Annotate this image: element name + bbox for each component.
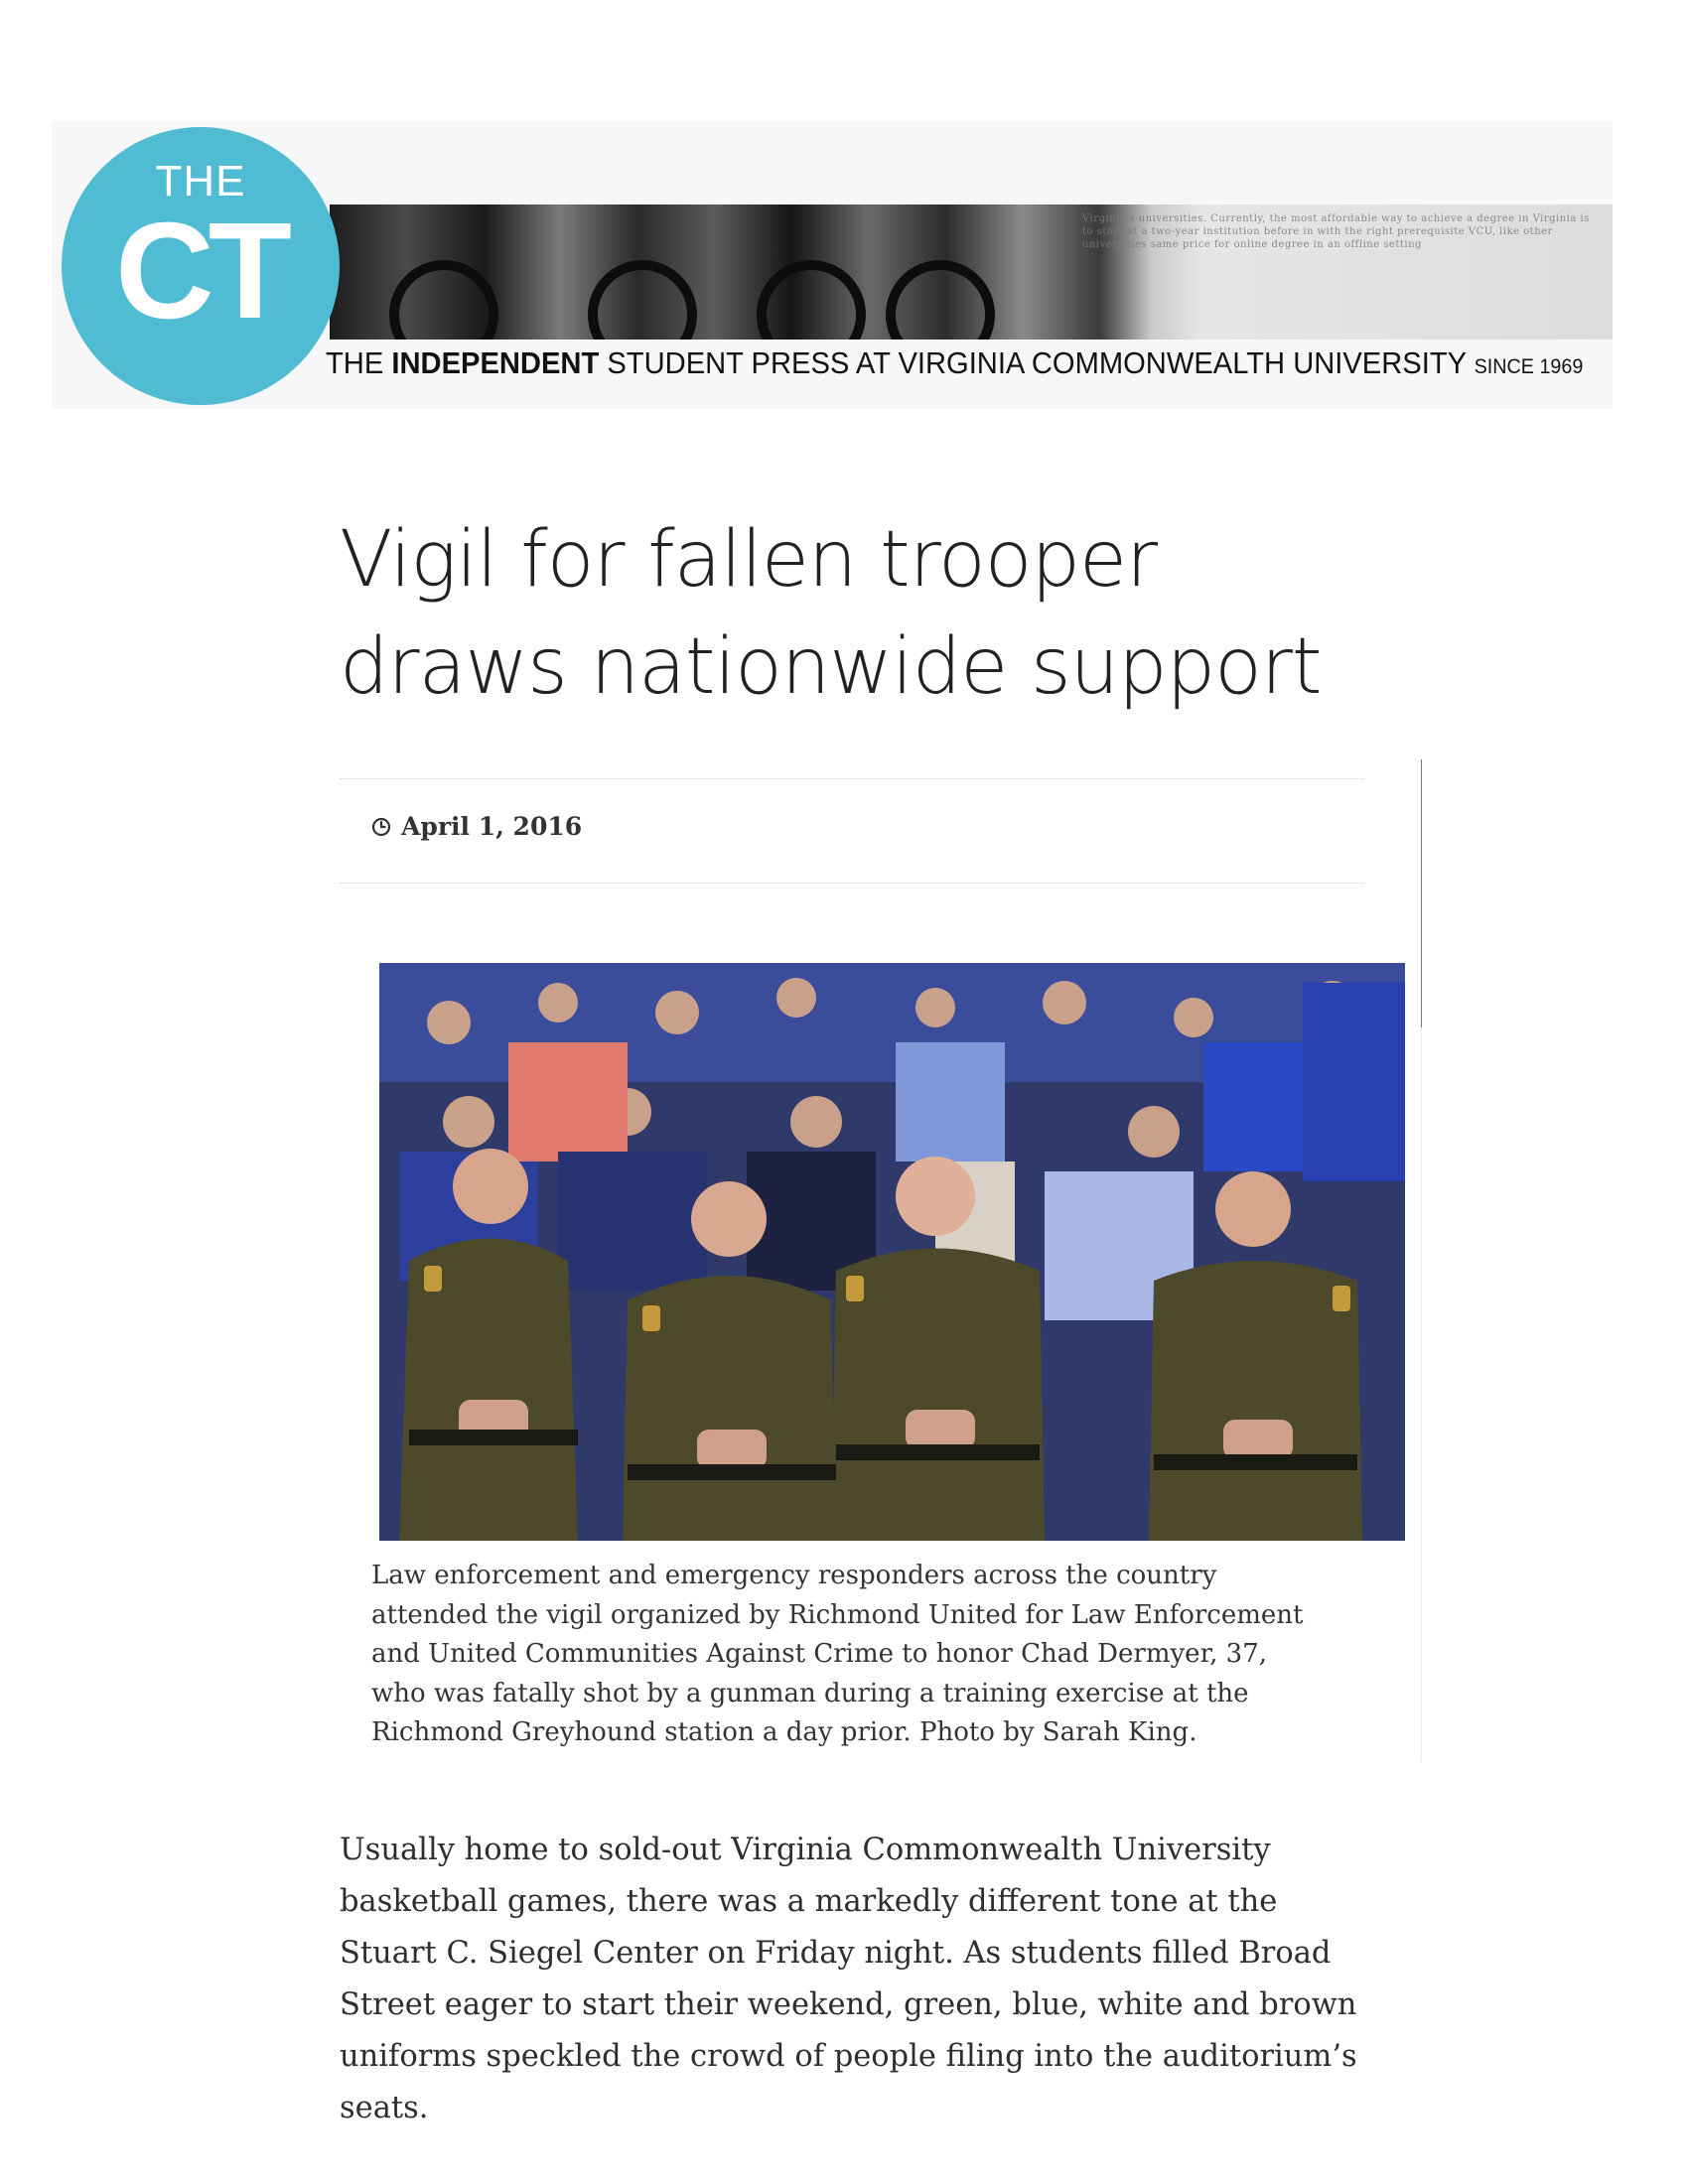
masthead — [52, 121, 1613, 409]
masthead-banner-photo — [330, 205, 1613, 340]
ct-logo[interactable] — [62, 127, 340, 405]
banner-bike-wheel — [389, 260, 498, 340]
article-dateline — [371, 812, 582, 841]
clock-icon — [371, 817, 391, 837]
banner-bike-wheel — [886, 260, 995, 340]
meta-divider-bottom — [340, 883, 1364, 884]
masthead-tagline — [326, 345, 1583, 381]
meta-divider-top — [340, 778, 1364, 779]
article-body-paragraph: Usually home to sold-out Virginia Commonwealth University basketball games, there was a markedly different tone at the Stuart C. Siegel Center on Friday night. As students filled Broad Street eager to start their weekend, green, blue, white and brown uniforms speckled the crowd of people filing into the auditorium’s seats. — [340, 1833, 1357, 2125]
tagline-bold: INDEPENDENT — [391, 345, 600, 380]
vigil-photo-illustration — [379, 963, 1405, 1541]
tagline-since: SINCE 1969 — [1474, 355, 1584, 378]
tagline-lead: THE — [326, 345, 384, 380]
banner-bike-wheel — [588, 260, 697, 340]
article-date: April 1, 2016 — [401, 812, 583, 841]
banner-newsprint-text: Virginia's universities. Currently, the most affordable way to achieve a degree in Virginia is to start at a two-year institution before in with the right prerequisite VCU, like other universities same price for online degree in an offline setting — [1082, 213, 1590, 250]
sidebar-divider — [1421, 759, 1422, 1027]
logo-the-text: THE — [155, 157, 246, 205]
sidebar-divider-faint — [1421, 1027, 1422, 1762]
banner-bike-wheel — [757, 260, 866, 340]
article-headline: Vigil for fallen trooper draws nationwide support — [340, 515, 1322, 712]
tagline-rest: STUDENT PRESS AT VIRGINIA COMMONWEALTH UNIVERSITY — [607, 345, 1467, 380]
article-photo[interactable] — [379, 963, 1405, 1541]
photo-caption: Law enforcement and emergency responders across the country attended the vigil organized by Richmond United for Law Enforcement and United Communities Against Crime to honor Chad Dermyer, 37, who was fatally shot by a gunman during a training exercise at the Richmond Greyhound station a day prior. Photo by Sarah King. — [371, 1561, 1304, 1747]
logo-ct-text: CT — [115, 195, 286, 347]
